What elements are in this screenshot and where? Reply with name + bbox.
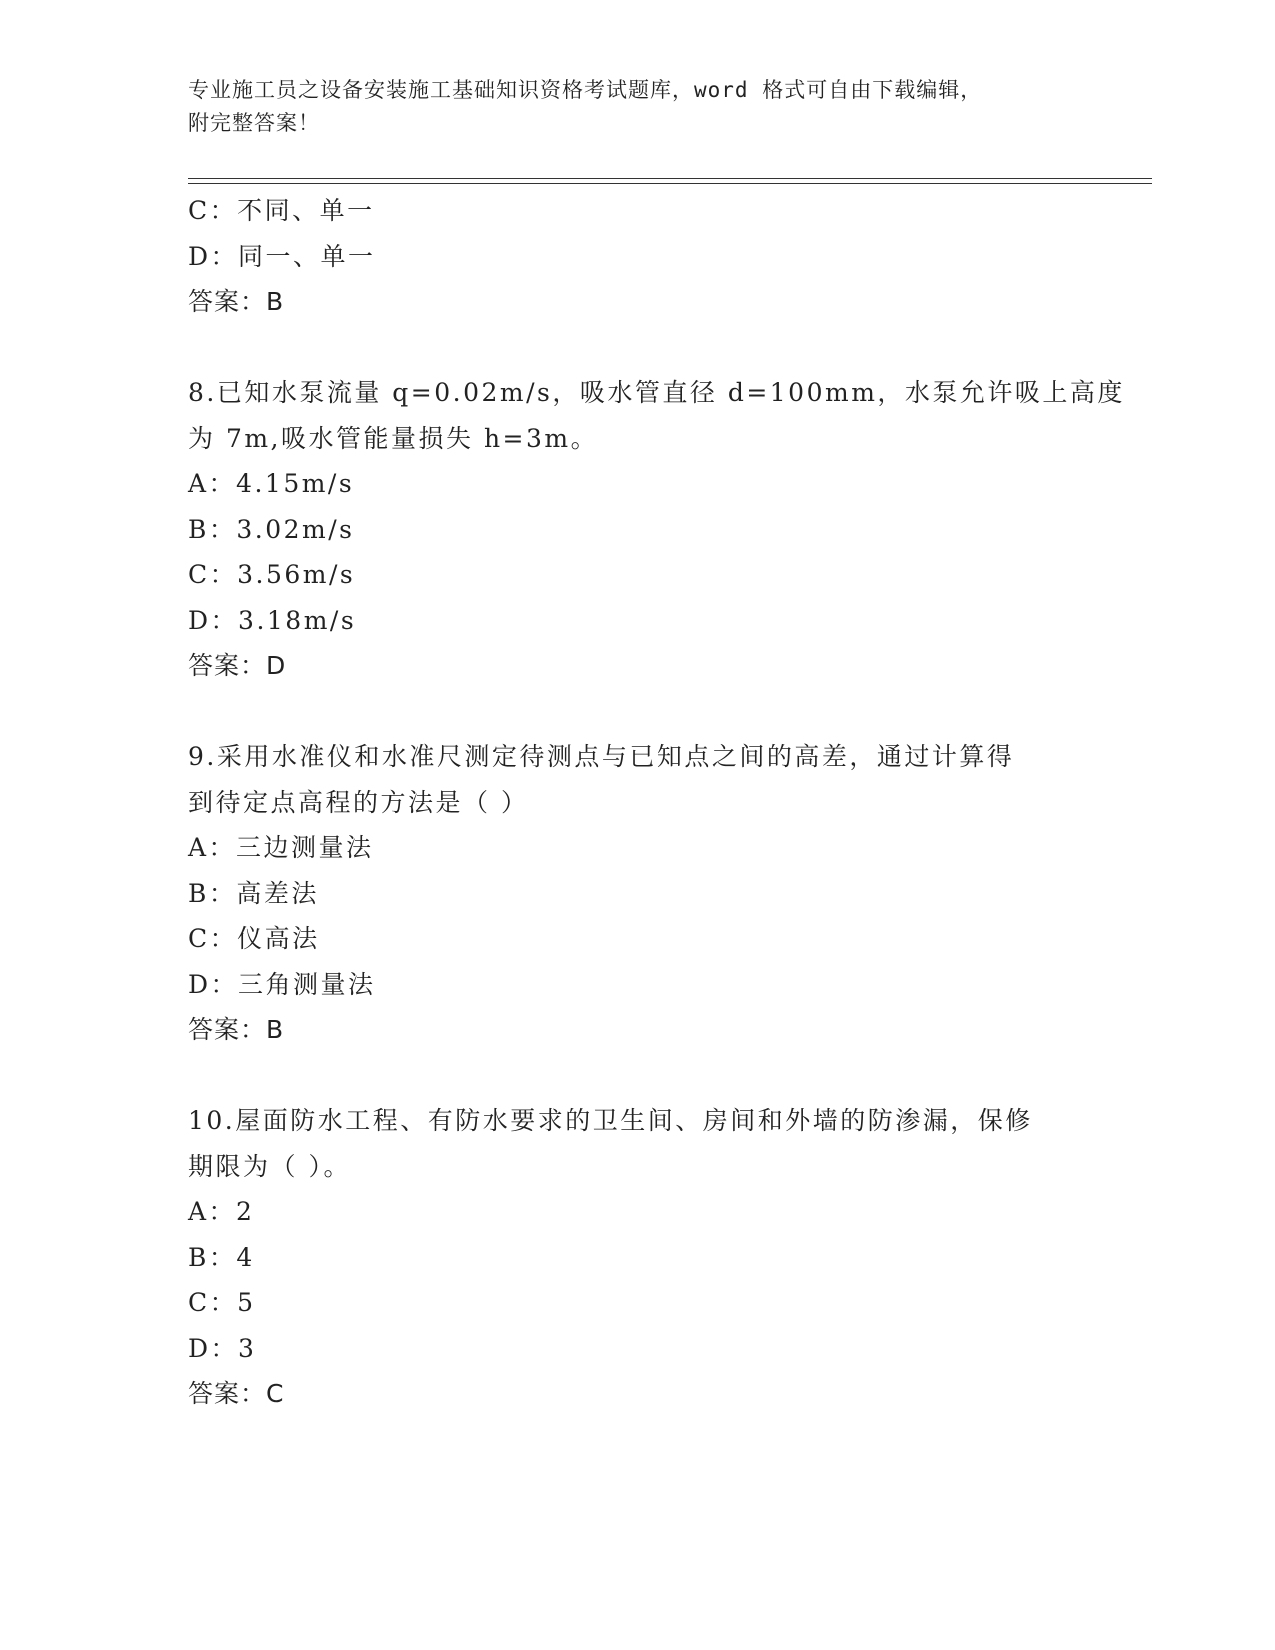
option-b: B：高差法 bbox=[188, 878, 319, 908]
question-list bbox=[188, 188, 1125, 1417]
header-divider-bottom bbox=[188, 183, 1152, 184]
question-7-continued bbox=[188, 188, 1088, 325]
spacer bbox=[188, 325, 1088, 371]
question-stem-line: 10.屋面防水工程、有防水要求的卫生间、房间和外墙的防渗漏，保修 bbox=[188, 1106, 1033, 1135]
answer-line: 答案：B bbox=[188, 287, 285, 316]
option-c: C：仪高法 bbox=[188, 924, 320, 953]
spacer bbox=[188, 1053, 1088, 1099]
spacer bbox=[188, 689, 1088, 735]
answer-line: 答案：C bbox=[188, 1379, 285, 1408]
question-stem-line: 8.已知水泵流量 q=0.02m/s，吸水管直径 d=100mm，水泵允许吸上高度 bbox=[188, 378, 1125, 407]
option-c: C：不同、单一 bbox=[188, 196, 375, 225]
question-stem-line: 9.采用水准仪和水准尺测定待测点与已知点之间的高差，通过计算得 bbox=[188, 742, 1015, 771]
answer-line: 答案：D bbox=[188, 651, 287, 680]
document-header bbox=[188, 74, 1068, 140]
header-title-line-2: 附完整答案！ bbox=[188, 111, 320, 135]
option-d: D：3.18m/s bbox=[188, 605, 357, 635]
question-10 bbox=[188, 1098, 1088, 1417]
option-c: C：3.56m/s bbox=[188, 560, 356, 589]
option-b: B：3.02m/s bbox=[188, 514, 355, 544]
header-title-line-1: 专业施工员之设备安装施工基础知识资格考试题库，word 格式可自由下载编辑， bbox=[188, 78, 983, 102]
question-stem-line: 期限为（ ）。 bbox=[188, 1151, 351, 1181]
header-divider-top bbox=[188, 178, 1152, 179]
question-stem-line: 为 7m,吸水管能量损失 h=3m。 bbox=[188, 423, 599, 453]
option-d: D：三角测量法 bbox=[188, 969, 376, 999]
option-b: B：4 bbox=[188, 1242, 255, 1272]
option-d: D：同一、单一 bbox=[188, 241, 376, 271]
option-a: A：2 bbox=[188, 1197, 255, 1226]
option-c: C：5 bbox=[188, 1288, 256, 1317]
question-stem-line: 到待定点高程的方法是（ ） bbox=[188, 787, 529, 817]
option-a: A：4.15m/s bbox=[188, 469, 355, 498]
question-9 bbox=[188, 734, 1088, 1053]
answer-line: 答案：B bbox=[188, 1015, 285, 1044]
option-d: D：3 bbox=[188, 1333, 257, 1363]
question-8 bbox=[188, 370, 1125, 689]
option-a: A：三边测量法 bbox=[188, 833, 374, 862]
